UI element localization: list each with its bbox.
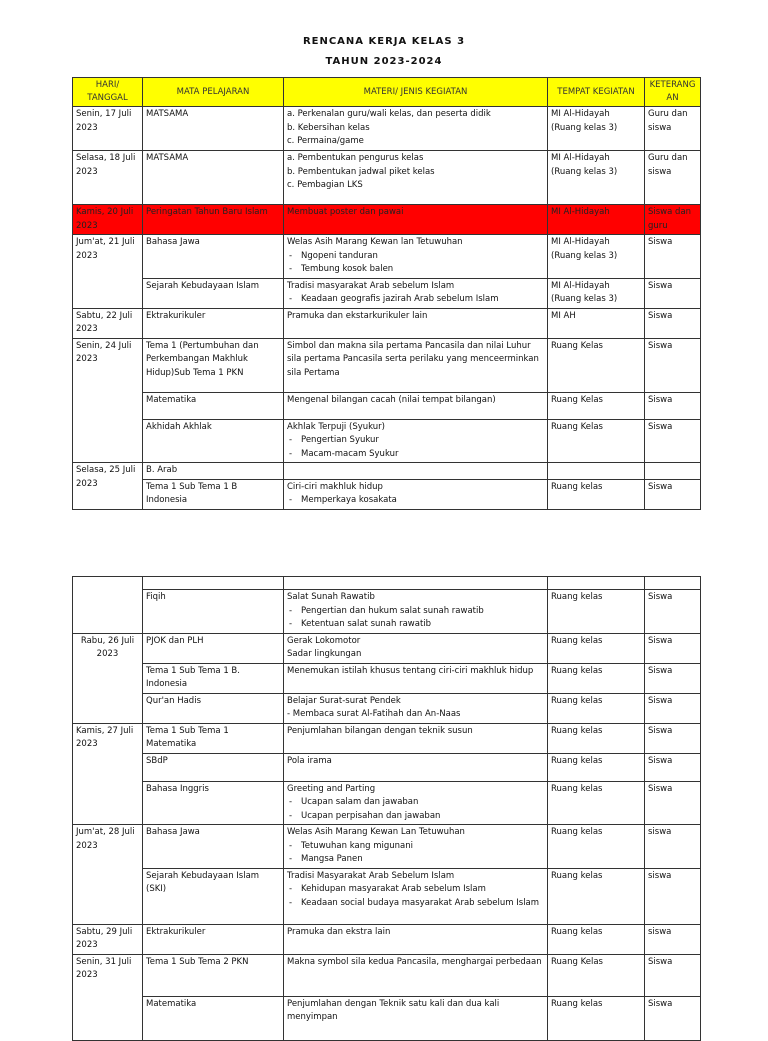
cell-place: MI Al-Hidayah <box>548 205 645 235</box>
cell-subject: PJOK dan PLH <box>143 633 284 663</box>
cell-day: Kamis, 20 Juli 2023 <box>73 205 143 235</box>
table-row-empty <box>73 577 701 590</box>
cell-note: Siswa <box>645 996 701 1040</box>
cell-note: Guru dan siswa <box>645 151 701 205</box>
cell-place: Ruang kelas <box>548 693 645 723</box>
cell-place: MI Al-Hidayah (Ruang kelas 3) <box>548 235 645 279</box>
material-bullet: - Kehidupan masyarakat Arab sebelum Islam <box>287 883 544 897</box>
cell-day: Kamis, 27 Juli 2023 <box>73 723 143 825</box>
cell-place: MI Al-Hidayah (Ruang kelas 3) <box>548 278 645 308</box>
cell-material <box>284 868 548 924</box>
cell-subject: MATSAMA <box>143 107 284 151</box>
cell-material: Mengenal bilangan cacah (nilai tempat bilangan) <box>284 392 548 419</box>
cell-material: Penjumlahan bilangan dengan teknik susun <box>284 723 548 753</box>
cell-note: Siswa <box>645 693 701 723</box>
document-title: RENCANA KERJA KELAS 3 <box>302 36 466 47</box>
material-line: - Membaca surat Al-Fatihah dan An-Naas <box>287 709 461 719</box>
cell-note <box>645 463 701 480</box>
cell-subject: Ektrakurikuler <box>143 924 284 954</box>
cell-material: Pola irama <box>284 753 548 781</box>
material-bullet: - Pengertian dan hukum salat sunah rawatib <box>287 605 544 619</box>
cell-note: Siswa <box>645 663 701 693</box>
cell-material: Menemukan istilah khusus tentang ciri-ciri makhluk hidup <box>284 663 548 693</box>
table-row <box>73 338 701 392</box>
cell-place: Ruang Kelas <box>548 392 645 419</box>
material-line: Belajar Surat-surat Pendek <box>287 695 401 706</box>
cell-day: Senin, 24 Juli 2023 <box>73 338 143 463</box>
header-place: TEMPAT KEGIATAN <box>548 78 645 107</box>
cell-note <box>645 577 701 590</box>
cell-material <box>284 151 548 205</box>
document-subtitle: TAHUN 2023-2024 <box>325 56 443 67</box>
cell-subject: Tema 1 Sub Tema 1 Matematika <box>143 723 284 753</box>
header-note: KETERANG AN <box>645 78 701 107</box>
cell-note: Siswa <box>645 235 701 279</box>
cell-day: Jum'at, 21 Juli 2023 <box>73 235 143 309</box>
cell-day: Selasa, 18 Juli 2023 <box>73 151 143 205</box>
cell-subject <box>143 577 284 590</box>
material-line: Tradisi Masyarakat Arab Sebelum Islam <box>287 870 455 881</box>
cell-place: Ruang kelas <box>548 479 645 509</box>
material-bullet: - Keadaan social budaya masyarakat Arab sebelum Islam <box>287 897 544 911</box>
cell-day: Sabtu, 29 Juli 2023 <box>73 924 143 954</box>
cell-material: Makna symbol sila kedua Pancasila, menghargai perbedaan <box>284 954 548 996</box>
cell-material: Penjumlahan dengan Teknik satu kali dan dua kali menyimpan <box>284 996 548 1040</box>
cell-place: Ruang kelas <box>548 590 645 634</box>
cell-subject: Matematika <box>143 392 284 419</box>
cell-note: siswa <box>645 868 701 924</box>
cell-material <box>284 107 548 151</box>
cell-place: Ruang Kelas <box>548 954 645 996</box>
material-bullet: - Tembung kosok balen <box>287 263 544 277</box>
cell-subject: Bahasa Jawa <box>143 825 284 869</box>
table-row <box>73 663 701 693</box>
material-line: a. Pembentukan pengurus kelas <box>287 153 424 163</box>
cell-subject: Bahasa Jawa <box>143 235 284 279</box>
material-line: Welas Asih Marang Kewan Lan Tetuwuhan <box>287 827 465 837</box>
table-row <box>73 479 701 509</box>
cell-place: Ruang kelas <box>548 781 645 825</box>
cell-material <box>284 633 548 663</box>
schedule-table-2 <box>72 576 701 1041</box>
cell-material <box>284 825 548 869</box>
cell-place: Ruang kelas <box>548 663 645 693</box>
cell-subject: Tema 1 (Pertumbuhan dan Perkembangan Makhluk Hidup)Sub Tema 1 PKN <box>143 338 284 392</box>
cell-place: Ruang kelas <box>548 996 645 1040</box>
cell-material: Membuat poster dan pawai <box>284 205 548 235</box>
material-line: Tradisi masyarakat Arab sebelum Islam <box>287 280 455 291</box>
table-row <box>73 107 701 151</box>
material-line: a. Perkenalan guru/wali kelas, dan peserta didik <box>287 109 491 119</box>
material-bullet: - Ngopeni tanduran <box>287 250 544 264</box>
material-line: Welas Asih Marang Kewan lan Tetuwuhan <box>287 237 463 247</box>
cell-place <box>548 577 645 590</box>
material-line: Greeting and Parting <box>287 783 376 794</box>
table-row <box>73 781 701 825</box>
table-row <box>73 753 701 781</box>
cell-place <box>548 463 645 480</box>
cell-day <box>73 577 143 634</box>
cell-material <box>284 463 548 480</box>
material-bullet: - Pengertian Syukur <box>287 434 544 448</box>
cell-subject: Qur'an Hadis <box>143 693 284 723</box>
cell-place: Ruang kelas <box>548 753 645 781</box>
table-row <box>73 419 701 463</box>
cell-subject: Fiqih <box>143 590 284 634</box>
cell-material <box>284 235 548 279</box>
cell-subject: Peringatan Tahun Baru Islam <box>143 205 284 235</box>
header-subject: MATA PELAJARAN <box>143 78 284 107</box>
cell-material <box>284 278 548 308</box>
cell-subject: Sejarah Kebudayaan Islam <box>143 278 284 308</box>
cell-day: Senin, 31 Juli 2023 <box>73 954 143 1040</box>
material-line: Akhlak Terpuji (Syukur) <box>287 421 385 432</box>
cell-note: Siswa <box>645 419 701 463</box>
table-row <box>73 924 701 954</box>
cell-place: Ruang kelas <box>548 723 645 753</box>
cell-subject: Sejarah Kebudayaan Islam (SKI) <box>143 868 284 924</box>
cell-material <box>284 479 548 509</box>
header-day: HARI/ TANGGAL <box>73 78 143 107</box>
cell-material <box>284 693 548 723</box>
material-line: Sadar lingkungan <box>287 649 362 659</box>
cell-subject: MATSAMA <box>143 151 284 205</box>
cell-day: Senin, 17 Juli 2023 <box>73 107 143 151</box>
cell-material <box>284 577 548 590</box>
cell-place: MI Al-Hidayah (Ruang kelas 3) <box>548 107 645 151</box>
table-row <box>73 235 701 279</box>
table-row <box>73 278 701 308</box>
material-line: Ciri-ciri makhluk hidup <box>287 481 383 492</box>
cell-subject: Tema 1 Sub Tema 1 B Indonesia <box>143 479 284 509</box>
table-row <box>73 463 701 480</box>
table-row <box>73 633 701 663</box>
cell-note: Siswa <box>645 338 701 392</box>
table-row <box>73 723 701 753</box>
cell-note: siswa <box>645 924 701 954</box>
material-bullet: - Mangsa Panen <box>287 853 544 867</box>
cell-place: Ruang kelas <box>548 633 645 663</box>
cell-place: Ruang kelas <box>548 924 645 954</box>
cell-subject: Ektrakurikuler <box>143 308 284 338</box>
cell-note: Siswa <box>645 633 701 663</box>
cell-day: Selasa, 25 Juli 2023 <box>73 463 143 510</box>
cell-note: Siswa <box>645 392 701 419</box>
cell-note: Siswa dan guru <box>645 205 701 235</box>
material-bullet: - Tetuwuhan kang migunani <box>287 840 544 854</box>
cell-material: Pramuka dan ekstarkurikuler lain <box>284 308 548 338</box>
cell-subject: Tema 1 Sub Tema 1 B. Indonesia <box>143 663 284 693</box>
material-line: c. Pembagian LKS <box>287 180 363 190</box>
cell-day: Rabu, 26 Juli 2023 <box>73 633 143 723</box>
table-row <box>73 392 701 419</box>
cell-place: Ruang kelas <box>548 825 645 869</box>
cell-material: Simbol dan makna sila pertama Pancasila dan nilai Luhur sila pertama Pancasila serta perilaku yang menceerminkan sila Pertama <box>284 338 548 392</box>
table-row <box>73 825 701 869</box>
table-row <box>73 590 701 634</box>
cell-subject: Bahasa Inggris <box>143 781 284 825</box>
schedule-table-1 <box>72 77 701 510</box>
cell-note: Siswa <box>645 753 701 781</box>
table-row <box>73 868 701 924</box>
material-line: Gerak Lokomotor <box>287 635 361 646</box>
cell-place: MI AH <box>548 308 645 338</box>
table-row-highlighted <box>73 205 701 235</box>
cell-note: Siswa <box>645 723 701 753</box>
cell-note: Siswa <box>645 479 701 509</box>
cell-subject: B. Arab <box>143 463 284 480</box>
cell-material <box>284 590 548 634</box>
cell-note: Guru dan siswa <box>645 107 701 151</box>
table-row <box>73 693 701 723</box>
cell-note: Siswa <box>645 278 701 308</box>
material-line: Salat Sunah Rawatib <box>287 592 375 602</box>
material-bullet: - Ucapan perpisahan dan jawaban <box>287 810 544 824</box>
material-line: b. Pembentukan jadwal piket kelas <box>287 166 435 177</box>
header-material: MATERI/ JENIS KEGIATAN <box>284 78 548 107</box>
cell-subject: Matematika <box>143 996 284 1040</box>
cell-place: Ruang Kelas <box>548 338 645 392</box>
cell-day: Jum'at, 28 Juli 2023 <box>73 825 143 925</box>
cell-subject: Tema 1 Sub Tema 2 PKN <box>143 954 284 996</box>
cell-note: Siswa <box>645 308 701 338</box>
cell-material <box>284 419 548 463</box>
material-line: b. Kebersihan kelas <box>287 122 370 133</box>
cell-material: Pramuka dan ekstra lain <box>284 924 548 954</box>
table-row <box>73 954 701 996</box>
cell-material <box>284 781 548 825</box>
material-line: c. Permaina/game <box>287 136 364 146</box>
cell-day: Sabtu, 22 Juli 2023 <box>73 308 143 338</box>
material-bullet: - Keadaan geografis jazirah Arab sebelum Islam <box>287 293 544 307</box>
cell-subject: SBdP <box>143 753 284 781</box>
material-bullet: - Ketentuan salat sunah rawatib <box>287 618 544 632</box>
cell-note: Siswa <box>645 781 701 825</box>
cell-place: Ruang Kelas <box>548 419 645 463</box>
table-row <box>73 996 701 1040</box>
material-bullet: - Memperkaya kosakata <box>287 494 544 508</box>
material-bullet: - Ucapan salam dan jawaban <box>287 796 544 810</box>
cell-place: MI Al-Hidayah (Ruang kelas 3) <box>548 151 645 205</box>
cell-place: Ruang kelas <box>548 868 645 924</box>
table-header-row <box>73 78 701 107</box>
table-row <box>73 308 701 338</box>
cell-subject: Akhidah Akhlak <box>143 419 284 463</box>
table-row <box>73 151 701 205</box>
cell-note: siswa <box>645 825 701 869</box>
cell-note: Siswa <box>645 590 701 634</box>
cell-note: Siswa <box>645 954 701 996</box>
material-bullet: - Macam-macam Syukur <box>287 448 544 462</box>
